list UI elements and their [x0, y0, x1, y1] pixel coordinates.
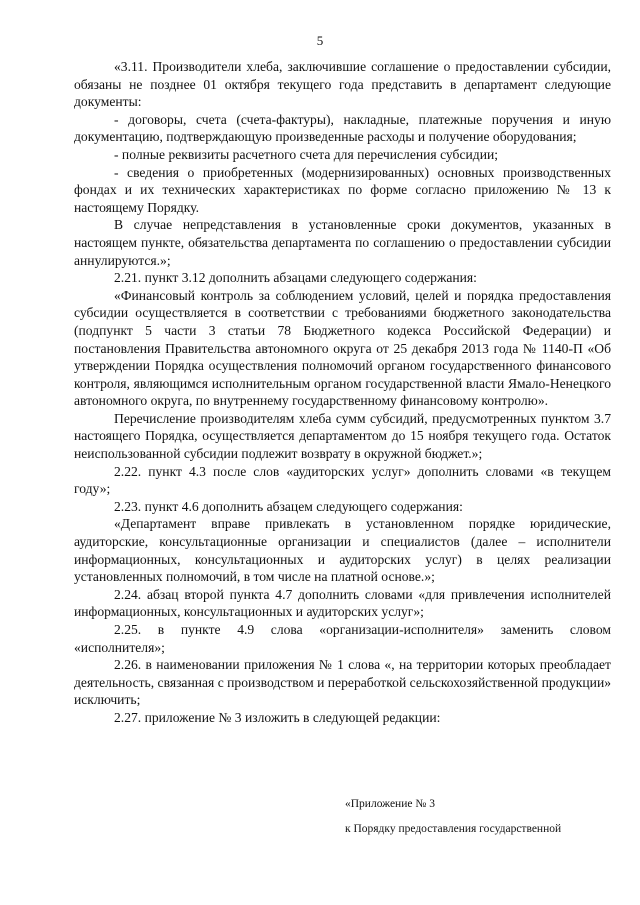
appendix-subheading — [345, 822, 615, 836]
list-item-bank-details: - полные реквизиты расчетного счета для перечисления субсидии; — [114, 146, 499, 162]
paragraph-3-11: «3.11. Производители хлеба, заключившие соглашение о предоставлении субсидии, обязаны не позднее 01 октября текущего года представить в департамент следующие документы: — [74, 59, 611, 110]
appendix-heading — [345, 797, 615, 811]
paragraph-2-25: 2.25. в пункте 4.9 слова «организации-исполнителя» заменить словом «исполнителя»; — [74, 622, 611, 655]
paragraph-2-27: 2.27. приложение № 3 изложить в следующей редакции: — [114, 709, 441, 725]
paragraph-financial-control: «Финансовый контроль за соблюдением условий, целей и порядка предоставления субсидии осуществляется в соответствии с требованиями бюджетного законодательства (подпункт 5 части 3 статьи 78 Бюджетного кодекса Российской Федерации) и постановления Правительства автономного округа от 25 декабря 2013 года № 1140-П «Об утверждении Порядка осуществления полномочий органом государственного финансового контроля, являющимся исполнительным органом государственной власти Ямало-Ненецкого автономного округа, по внутреннему государственному финансовому контролю». — [74, 287, 611, 409]
paragraph-2-26: 2.26. в наименовании приложения № 1 слова «, на территории которых преобладает деятельность, связанная с производством и переработкой сельскохозяйственной продукции» исключить; — [74, 657, 612, 708]
page-number: 5 — [316, 33, 324, 48]
document-body — [74, 58, 611, 727]
paragraph-transfer: Перечисление производителям хлеба сумм субсидий, предусмотренных пунктом 3.7 настоящего Порядка, осуществляется департаментом до 15 ноября текущего года. Остаток неиспользованной субсидии подлежит возврату в окружной бюджет.»; — [74, 410, 611, 462]
paragraph-2-21: 2.21. пункт 3.12 дополнить абзацами следующего содержания: — [114, 270, 477, 286]
paragraph-non-submission: В случае непредставления в установленные сроки документов, указанных в настоящем пункте, обязательства департамента по соглашению о предоставлении субсидии аннулируются.»; — [74, 217, 611, 268]
appendix-subtitle: к Порядку предоставления государственной — [345, 823, 562, 835]
paragraph-2-22: 2.22. пункт 4.3 после слов «аудиторских услуг» дополнить словами «в текущем году»; — [74, 463, 611, 497]
paragraph-department-right: «Департамент вправе привлекать в установленном порядке юридические, аудиторские, консультационные организации и специалистов (далее – исполнители информационных, консультационных и аудиторских услуг) в целях реализации установленных полномочий, в том числе на платной основе.»; — [74, 516, 611, 585]
paragraph-2-24: 2.24. абзац второй пункта 4.7 дополнить словами «для привлечения исполнителей информационных, консультационных и аудиторских услуг»; — [74, 586, 611, 620]
paragraph-2-23: 2.23. пункт 4.6 дополнить абзацем следующего содержания: — [114, 498, 463, 514]
appendix-title: «Приложение № 3 — [345, 798, 435, 810]
list-item-fixed-assets: - сведения о приобретенных (модернизированных) основных производственных фондах и их технических характеристиках по форме согласно приложению № 13 к настоящему Порядку. — [74, 164, 611, 215]
list-item-contracts: - договоры, счета (счета-фактуры), накладные, платежные поручения и иную документацию, подтверждающую произведенные расходы и получение оборудования; — [74, 111, 611, 145]
